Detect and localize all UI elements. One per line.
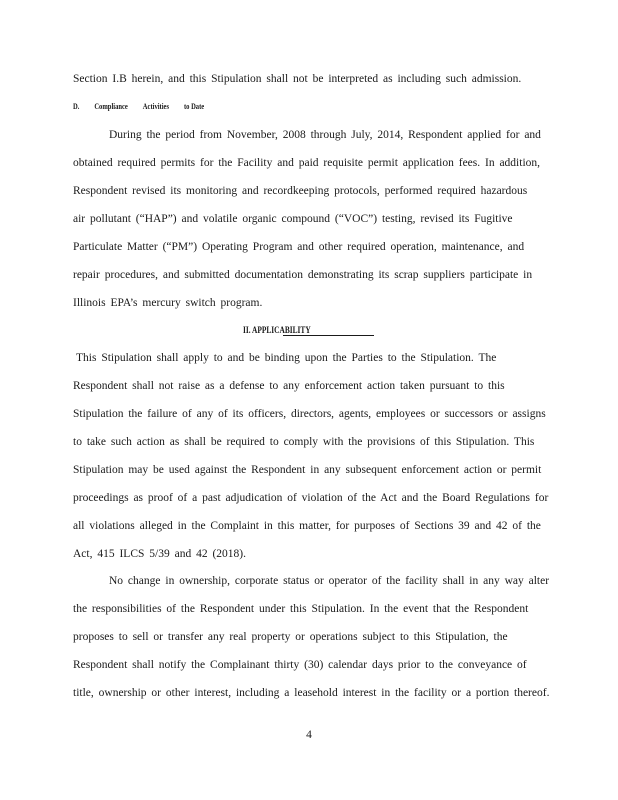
line-10: Respondent shall not raise as a defense to any enforcement action taken pursuant to this (73, 380, 505, 392)
line-1: Section I.B herein, and this Stipulation shall not be interpreted as including such admission. (73, 73, 522, 85)
line-12: to take such action as shall be required to comply with the provisions of this Stipulation. This (73, 436, 535, 448)
line-7: repair procedures, and submitted documentation demonstrating its scrap suppliers participate in (73, 269, 533, 281)
line-16: Act, 415 ILCS 5/39 and 42 (2018). (73, 548, 246, 560)
line-20: Respondent shall notify the Complainant thirty (30) calendar days prior to the conveyance of (73, 659, 527, 671)
section-heading-compliance (73, 101, 204, 113)
line-19: proposes to sell or transfer any real property or operations subject to this Stipulation, the (73, 631, 508, 643)
line-17: No change in ownership, corporate status or operator of the facility shall in any way alter (109, 575, 550, 587)
line-14: proceedings as proof of a past adjudication of violation of the Act and the Board Regulations for (73, 492, 549, 504)
line-18: the responsibilities of the Respondent under this Stipulation. In the event that the Respondent (73, 603, 529, 615)
line-5: air pollutant (“HAP”) and volatile organic compound (“VOC”) testing, revised its Fugitive (73, 213, 513, 225)
line-21: title, ownership or other interest, including a leasehold interest in the facility or a portion thereof. (73, 687, 550, 699)
line-6: Particulate Matter (“PM”) Operating Program and other required operation, maintenance, and (73, 241, 525, 253)
line-13: Stipulation may be used against the Respondent in any subsequent enforcement action or permit (73, 464, 542, 476)
line-9: This Stipulation shall apply to and be binding upon the Parties to the Stipulation. The (76, 352, 497, 364)
heading-word-to-date: to Date (183, 102, 205, 111)
page-number: 4 (306, 729, 312, 741)
line-4: Respondent revised its monitoring and recordkeeping protocols, performed required hazardous (73, 185, 528, 197)
heading-word-activities: Activities (142, 102, 170, 111)
line-11: Stipulation the failure of any of its officers, directors, agents, employees or successors or assigns (73, 408, 546, 420)
heading-underline (283, 335, 374, 336)
heading-letter: D. (73, 102, 80, 111)
heading-word-compliance: Compliance (94, 102, 128, 111)
line-2: During the period from November, 2008 through July, 2014, Respondent applied for and (109, 129, 541, 141)
line-15: all violations alleged in the Complaint in this matter, for purposes of Sections 39 and 42 of the (73, 520, 541, 532)
line-3: obtained required permits for the Facility and paid requisite permit application fees. In addition, (73, 157, 541, 169)
line-8: Illinois EPA’s mercury switch program. (73, 297, 263, 309)
section-heading-applicability: II. APPLICABILITY (243, 325, 311, 335)
